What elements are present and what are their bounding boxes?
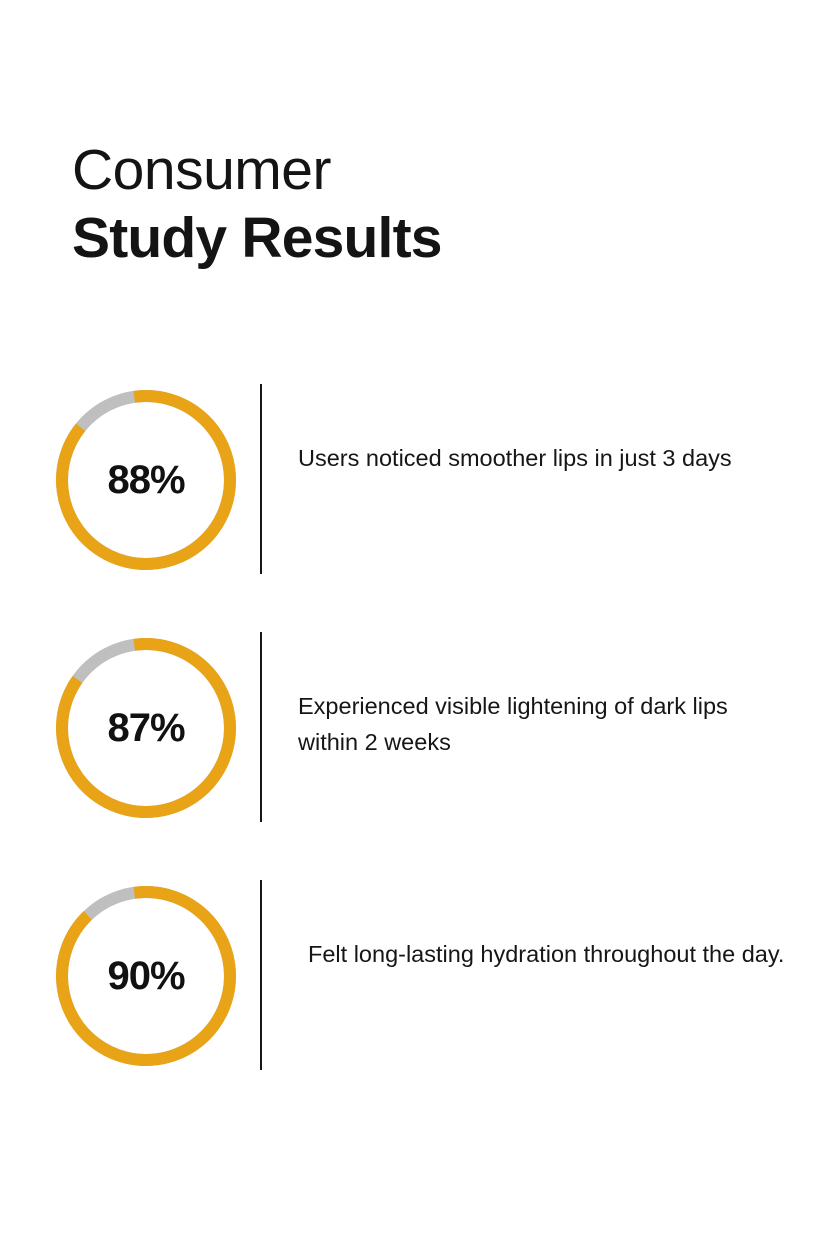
- row-divider: [260, 384, 262, 574]
- stat-description-1: Users noticed smoother lips in just 3 days: [298, 445, 732, 471]
- stat-description-2: Experienced visible lightening of dark lips within 2 weeks: [298, 693, 728, 756]
- list-item: [0, 620, 840, 868]
- donut-chart-1: [48, 382, 244, 578]
- donut-value-2: 87%: [107, 705, 185, 750]
- stats-list: [0, 372, 840, 1116]
- donut-chart-3: [48, 878, 244, 1074]
- page-title: [72, 140, 752, 269]
- list-item: [0, 868, 840, 1116]
- list-item: [0, 372, 840, 620]
- donut-value-3: 90%: [107, 953, 185, 998]
- donut-chart-2: [48, 630, 244, 826]
- page-title-line-2: Study Results: [72, 205, 442, 270]
- stat-description-3: Felt long-lasting hydration throughout the day.: [308, 941, 785, 967]
- row-divider: [260, 880, 262, 1070]
- page-title-line-1: Consumer: [72, 138, 331, 202]
- donut-value-1: 88%: [107, 457, 185, 502]
